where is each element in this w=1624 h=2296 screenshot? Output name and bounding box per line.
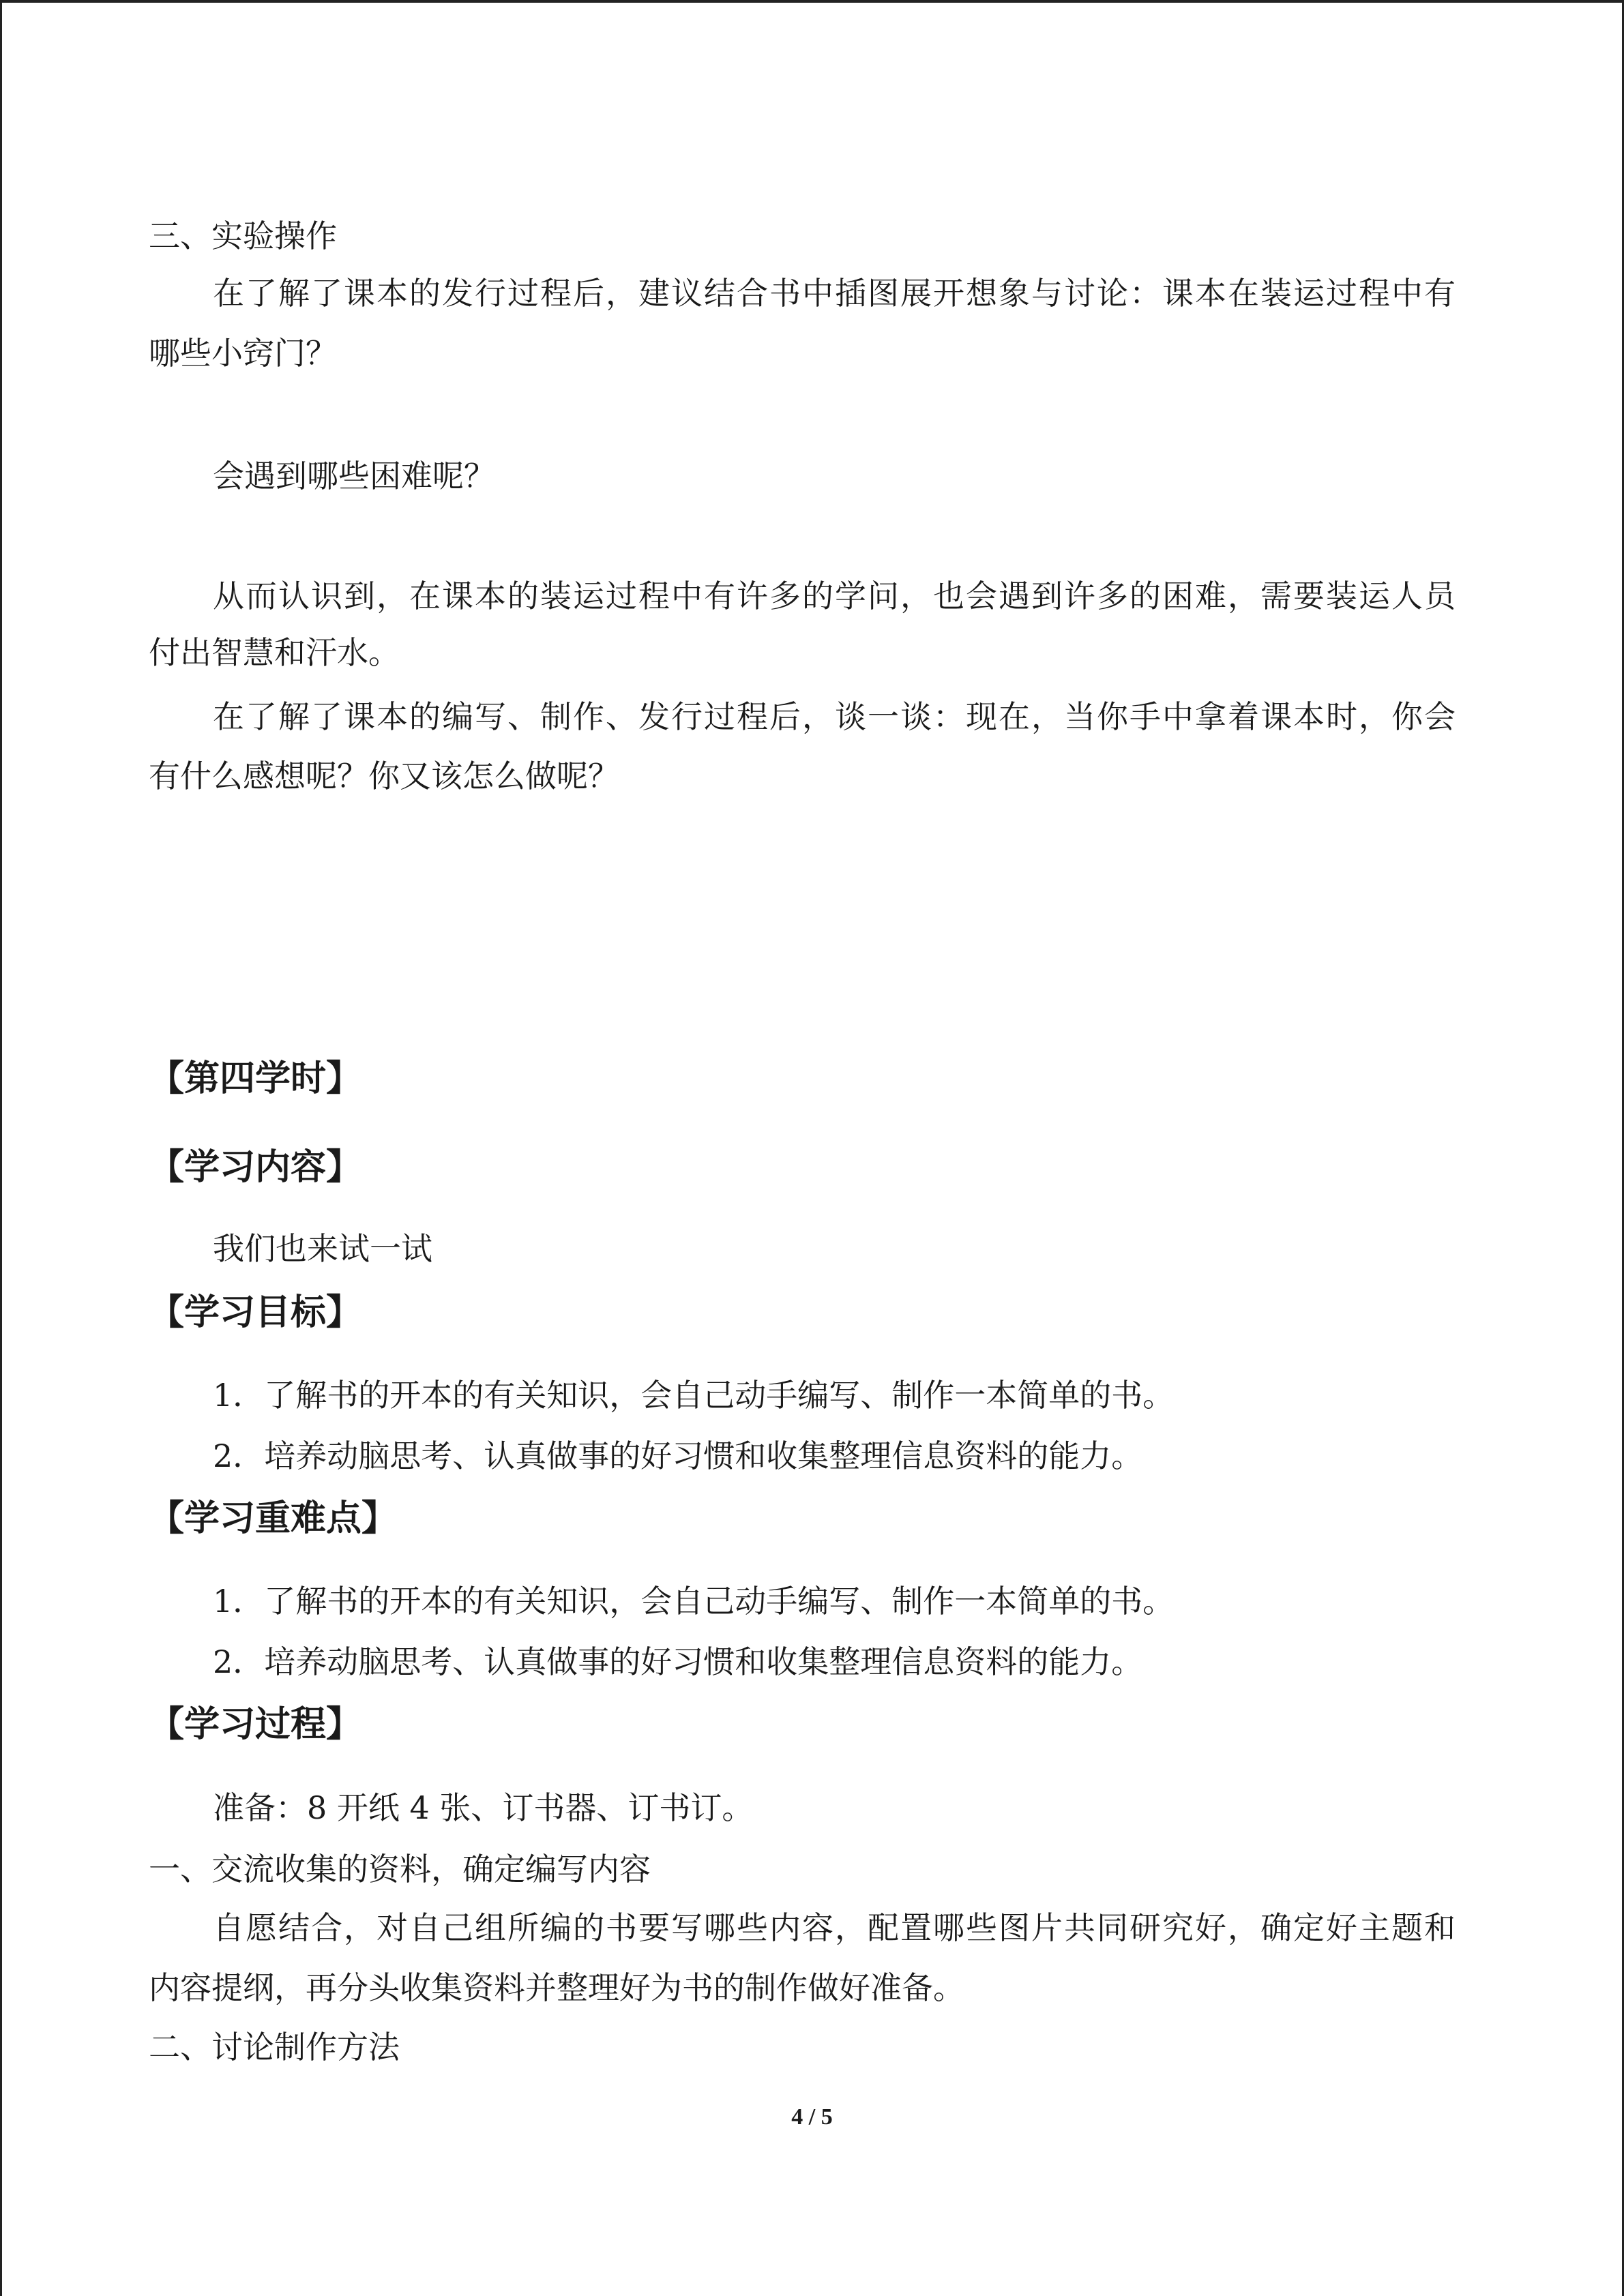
goal-item: 2．培养动脑思考、认真做事的好习惯和收集整理信息资料的能力。 xyxy=(213,1437,1143,1474)
paragraph-line: 哪些小窍门？ xyxy=(149,335,337,372)
page-number: 4 / 5 xyxy=(791,2104,833,2130)
key-points-heading: 【学习重难点】 xyxy=(149,1498,398,1539)
key-point-item: 2．培养动脑思考、认真做事的好习惯和收集整理信息资料的能力。 xyxy=(213,1643,1143,1680)
key-point-item: 1．了解书的开本的有关知识，会自己动手编写、制作一本简单的书。 xyxy=(213,1583,1175,1620)
page-top-border xyxy=(0,0,1624,3)
paragraph-line: 自愿结合，对自己组所编的书要写哪些内容，配置哪些图片共同研究好，确定好主题和 xyxy=(213,1909,1456,1946)
paragraph-line: 内容提纲，再分头收集资料并整理好为书的制作做好准备。 xyxy=(149,1969,964,2006)
learning-goals-heading: 【学习目标】 xyxy=(149,1292,362,1333)
paragraph-line: 有什么感想呢？你又该怎么做呢？ xyxy=(149,758,619,794)
learning-content-text: 我们也来试一试 xyxy=(213,1230,432,1267)
preparation-text: 准备：8 开纸 4 张、订书器、订书订。 xyxy=(213,1789,754,1826)
lesson-period-heading: 【第四学时】 xyxy=(149,1058,362,1099)
paragraph-line: 付出智慧和汗水。 xyxy=(149,634,400,671)
learning-process-heading: 【学习过程】 xyxy=(149,1704,362,1745)
learning-content-heading: 【学习内容】 xyxy=(149,1147,362,1188)
section-heading-experiment: 三、实验操作 xyxy=(149,218,337,254)
paragraph-line: 会遇到哪些困难呢？ xyxy=(213,458,495,494)
step-heading: 二、讨论制作方法 xyxy=(149,2029,400,2066)
page-left-border xyxy=(0,0,2,2296)
paragraph-line: 从而认识到，在课本的装运过程中有许多的学问，也会遇到许多的困难，需要装运人员 xyxy=(213,578,1456,614)
step-heading: 一、交流收集的资料，确定编写内容 xyxy=(149,1851,651,1888)
paragraph-line: 在了解了课本的编写、制作、发行过程后，谈一谈：现在，当你手中拿着课本时，你会 xyxy=(213,698,1456,735)
goal-item: 1．了解书的开本的有关知识，会自己动手编写、制作一本简单的书。 xyxy=(213,1377,1175,1414)
paragraph-line: 在了解了课本的发行过程后，建议结合书中插图展开想象与讨论：课本在装运过程中有 xyxy=(213,275,1456,312)
